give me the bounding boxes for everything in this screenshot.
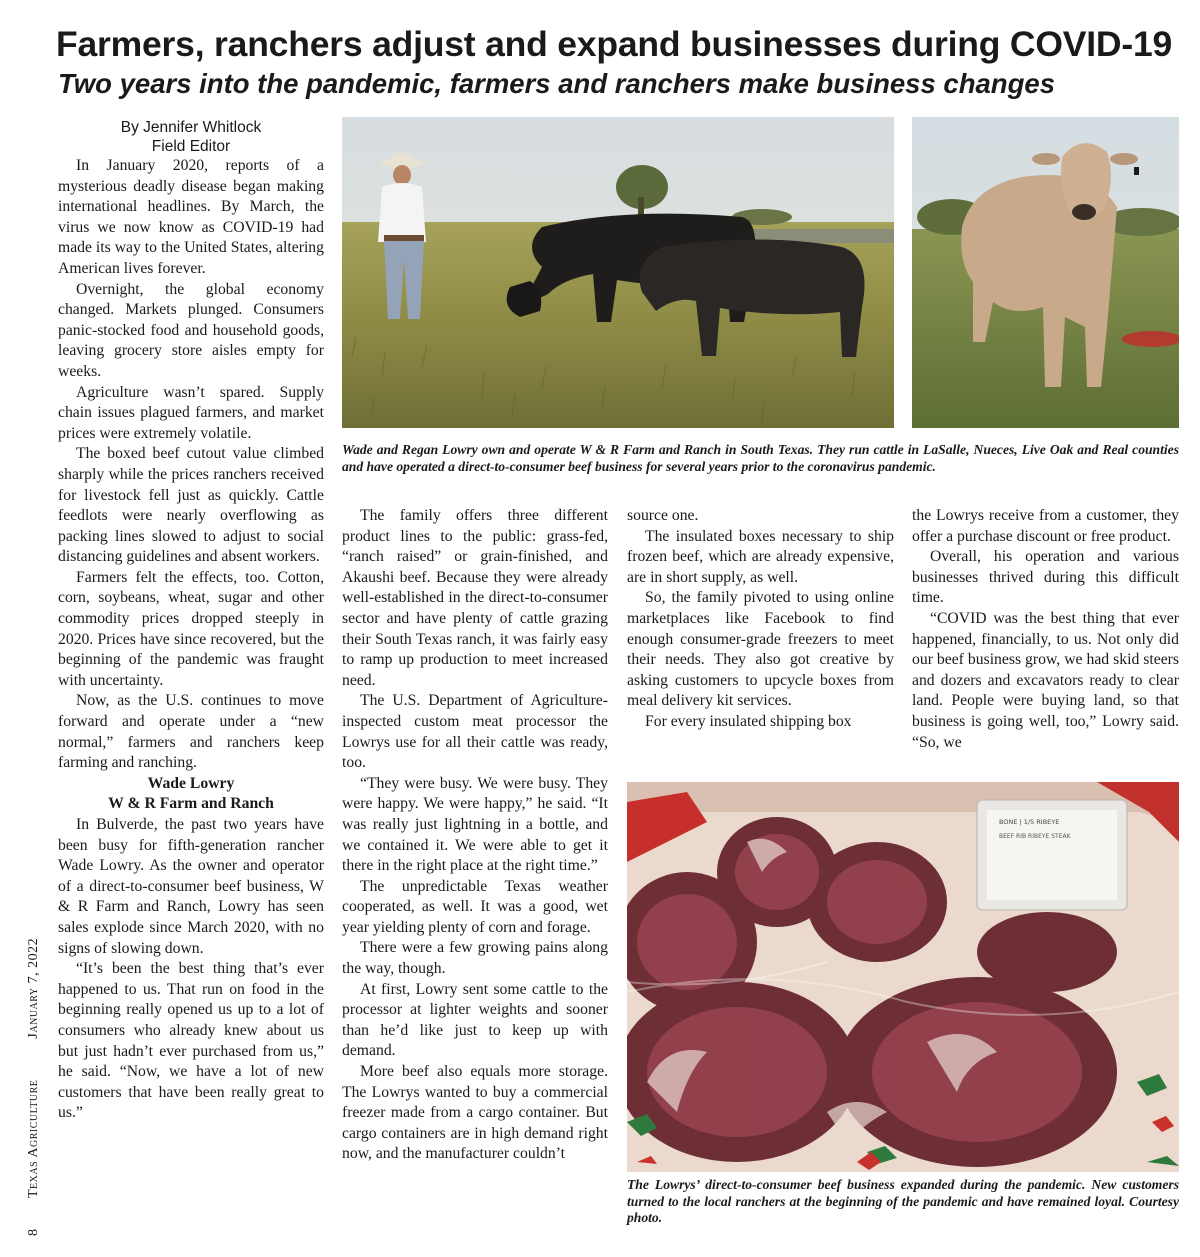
paragraph: Now, as the U.S. continues to move forward and operate under a “new normal,” farmers and ranchers keep farming and ranching. <box>58 692 324 772</box>
paragraph: For every insulated shipping box <box>645 712 852 730</box>
paragraph: The unpredictable Texas weather cooperated, as well. It was a good, wet year yielding plenty of corn and forage. <box>342 877 608 936</box>
page-sidebar <box>22 906 46 1236</box>
cattle-photo-caption: Wade and Regan Lowry own and operate W & R Farm and Ranch in South Texas. They run cattle in LaSalle, Nueces, Live Oak and Real counties and have operated a direct-to-consumer beef business for several years prior to the coronavirus pandemic. <box>342 442 1179 474</box>
paragraph: Overnight, the global economy changed. Markets plunged. Consumers panic-stocked food and household goods, leaving grocery store aisles empty for weeks. <box>58 280 324 380</box>
page-number: 8 <box>26 1229 41 1236</box>
paragraph: “COVID was the best thing that ever happened, financially, to us. Not only did our beef business grow, we had skid steers and dozers and excavators ready to clear land. People were buying land, so that business is going well, too,” Lowry said. “So, we <box>912 609 1179 751</box>
paragraph: the Lowrys receive from a customer, they offer a purchase discount or free product. <box>912 507 1179 545</box>
byline-author: By Jennifer Whitlock <box>120 119 262 136</box>
paragraph: Agriculture wasn’t spared. Supply chain issues plagued farmers, and market prices were extremely volatile. <box>58 383 324 442</box>
paragraph: The U.S. Department of Agriculture-inspected custom meat processor the Lowrys use for all their cattle was ready, too. <box>342 692 608 772</box>
paragraph: More beef also equals more storage. The Lowrys wanted to buy a commercial freezer made from a cargo container. But cargo containers are in high demand right now, and the manufacturer couldn’t <box>342 1063 608 1163</box>
paragraph: In Bulverde, the past two years have been busy for fifth-generation rancher Wade Lowry. As the owner and operator of a direct-to-consumer beef business, W & R Farm and Ranch, Lowry has seen sales explode since March 2020, with no signs of slowing down. <box>58 816 324 957</box>
paragraph: The insulated boxes necessary to ship frozen beef, which are already expensive, are in short supply, as well. <box>627 527 894 586</box>
byline-role: Field Editor <box>151 138 231 155</box>
article-column-2 <box>342 506 608 1165</box>
paragraph: In January 2020, reports of a mysterious deadly disease began making international headlines. By March, the virus we now know as COVID-19 had made its way to the United States, altering American lives forever. <box>58 157 324 277</box>
paragraph: “It’s been the best thing that’s ever happened to us. That run on food in the beginning really opened us up to a lot of consumers who already knew about us but just hadn’t ever purchased from us,” he said. “Now, we have a lot of new customers that have been really great to us.” <box>58 960 324 1122</box>
article-column-3 <box>627 506 894 733</box>
cattle-photo <box>342 117 894 428</box>
paragraph: The boxed beef cutout value climbed sharply while the prices ranchers received for livestock fell just as quickly. Cattle feedlots were nearly overflowing as packing lines slowed to adjust to social distancing guidelines and absent workers. <box>58 445 324 566</box>
paragraph: At first, Lowry sent some cattle to the processor at lighter weights and sooner than he’d like just to keep up with demand. <box>342 980 608 1060</box>
cow-photo <box>912 117 1179 428</box>
paragraph: Overall, his operation and various businesses thrived during this difficult time. <box>912 548 1179 607</box>
paragraph: Farmers felt the effects, too. Cotton, corn, soybeans, wheat, sugar and other commodity prices dropped steeply in 2020. Prices have since recovered, but the beginning of the pandemic was fraught with uncertainty. <box>58 568 324 689</box>
paragraph: There were a few growing pains along the way, though. <box>342 939 608 978</box>
headline: Farmers, ranchers adjust and expand businesses during COVID-19 <box>56 24 1173 64</box>
section-subhead: W & R Farm and Ranch <box>108 795 274 813</box>
paragraph: So, the family pivoted to using online marketplaces like Facebook to find enough consumer-grade freezers to meet their needs. They also got creative by asking customers to upcycle boxes from meal delivery kit services. <box>627 589 894 710</box>
subheadline: Two years into the pandemic, farmers and ranchers make business changes <box>58 68 1055 99</box>
paragraph: source one. <box>627 507 699 524</box>
beef-photo-caption: The Lowrys’ direct-to-consumer beef business expanded during the pandemic. New customers turned to the local ranchers at the beginning of the pandemic and have remained loyal. Courtesy photo. <box>627 1177 1179 1225</box>
paragraph: The family offers three different product lines to the public: grass-fed, “ranch raised” or grain-finished, and Akaushi beef. Because they were already well-established in the direct-to-consumer sector and have plenty of cattle grazing their South Texas ranch, it was fairly easy to ramp up production to meet increased need. <box>342 507 608 689</box>
label-line-1: BONE | 1/5 RIBEYE <box>999 818 1060 826</box>
label-line-2: BEEF RIB RIBEYE STEAK <box>999 833 1071 840</box>
issue-date: January 7, 2022 <box>26 937 41 1039</box>
article-column-4 <box>912 506 1179 753</box>
publication-name: Texas Agriculture <box>26 1079 41 1198</box>
beef-box-photo <box>627 782 1179 1172</box>
paragraph: “They were busy. We were busy. They were happy. We were happy,” he said. “It was really just lightning in a bottle, and we contained it. We were able to get it there in the right place at the right time.” <box>342 774 608 875</box>
section-subhead: Wade Lowry <box>147 774 235 792</box>
article-column-1 <box>58 156 324 1124</box>
